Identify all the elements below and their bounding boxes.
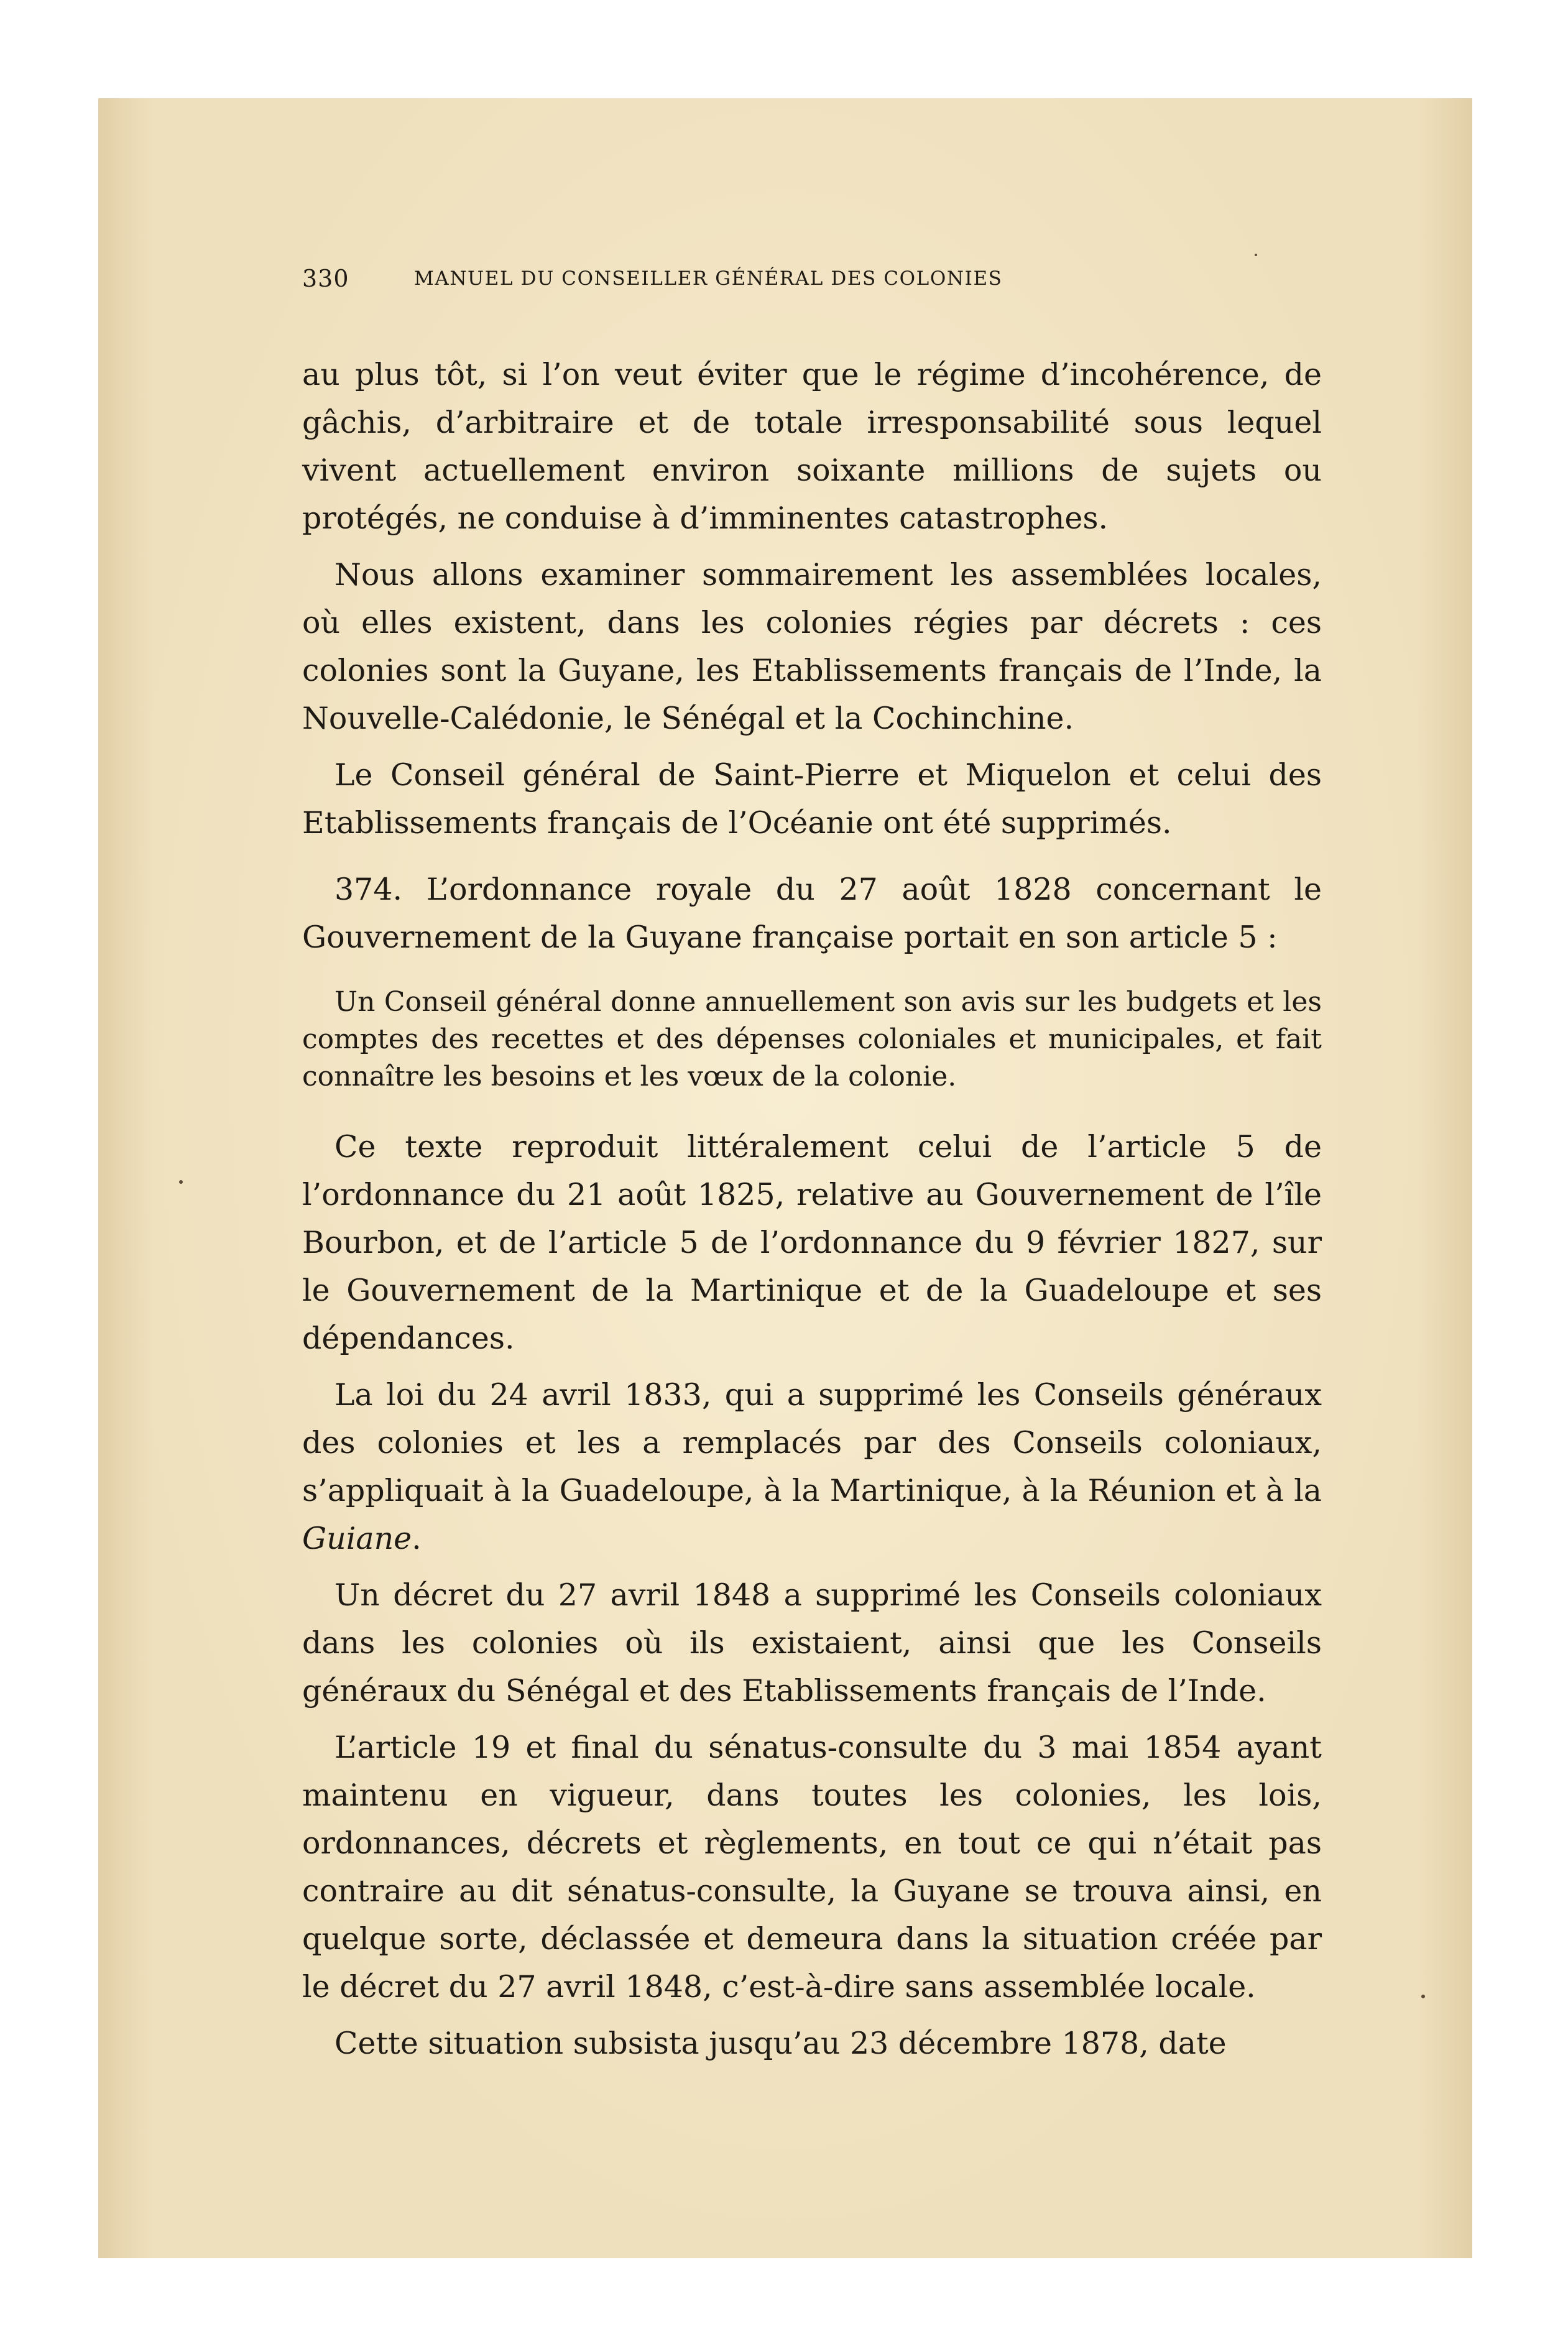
page-number: 330 xyxy=(302,265,349,292)
paragraph-loi-1833 xyxy=(302,1371,1322,1562)
paragraph-situation: Cette situation subsista jusqu’au 23 décembre 1878, date xyxy=(334,2026,1227,2061)
paragraph-assemblies: Nous allons examiner sommairement les assemblées locales, où elles existent, dans les colonies régies par décrets : ces colonies sont la Guyane, les Etablissements français de l’Inde, la Nouvelle-Calédonie, le Sénégal et la Cochinchine. xyxy=(302,557,1322,736)
loi-1833-text: La loi du 24 avril 1833, qui a supprimé les Conseils généraux des colonies et les a remplacés par des Conseils coloniaux, s’appliquait à la Guadeloupe, à la Martinique, à la Réunion et à la xyxy=(302,1377,1322,1508)
loi-1833-italic: Guiane xyxy=(302,1521,412,1556)
page-content xyxy=(302,257,1322,2076)
scanned-page xyxy=(98,98,1472,2258)
ink-speck xyxy=(1421,1995,1425,1998)
paragraph-decret-1848: Un décret du 27 avril 1848 a supprimé les Conseils coloniaux dans les colonies où ils existaient, ainsi que les Conseils généraux du Sénégal et des Etablissements français de l’Inde. xyxy=(302,1577,1322,1709)
loi-1833-end: . xyxy=(412,1521,422,1556)
paragraph-texte-reproduit: Ce texte reproduit littéralement celui de l’article 5 de l’ordonnance du 21 août 1825, relative au Gouvernement de l’île Bourbon, et de l’article 5 de l’ordonnance du 9 février 1827, sur le Gouvernement de la Martinique et de la Guadeloupe et ses dépendances. xyxy=(302,1129,1322,1356)
ink-speck xyxy=(179,1180,183,1184)
running-title: MANUEL DU CONSEILLER GÉNÉRAL DES COLONIES xyxy=(414,267,1003,290)
paragraph-suppressed-councils: Le Conseil général de Saint-Pierre et Miquelon et celui des Etablissements français de l’Océanie ont été supprimés. xyxy=(302,757,1322,841)
quoted-article: Un Conseil général donne annuellement son avis sur les budgets et les comptes des recettes et des dépenses coloniales et municipales, et fait connaître les besoins et les vœux de la colonie. xyxy=(302,986,1322,1092)
running-header xyxy=(302,257,1322,295)
paragraph-374: 374. L’ordonnance royale du 27 août 1828 concernant le Gouvernement de la Guyane française portait en son article 5 : xyxy=(302,872,1322,955)
paragraph-article-19: L’article 19 et final du sénatus-consulte du 3 mai 1854 ayant maintenu en vigueur, dans toutes les colonies, les lois, ordonnances, décrets et règlements, en tout ce qui n’était pas contraire au dit sénatus-consulte, la Guyane se trouva ainsi, en quelque sorte, déclassée et demeura dans la situation créée par le décret du 27 avril 1848, c’est-à-dire sans assemblée locale. xyxy=(302,1730,1322,2005)
paragraph-continued: au plus tôt, si l’on veut éviter que le régime d’incohérence, de gâchis, d’arbitraire et de totale irresponsabilité sous lequel vivent actuellement environ soixante millions de sujets ou protégés, ne conduise à d’imminentes catastrophes. xyxy=(302,357,1322,536)
page-body xyxy=(302,351,1322,2067)
ink-speck xyxy=(1255,254,1257,256)
